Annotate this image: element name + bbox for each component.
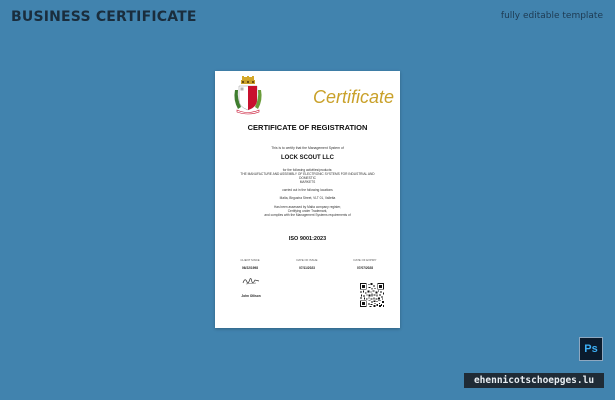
page-title: BUSINESS CERTIFICATE xyxy=(11,9,197,25)
certificate-heading: CERTIFICATE OF REGISTRATION xyxy=(247,123,368,132)
assessment-line: Certifying under Trademark, xyxy=(287,209,328,213)
date-of-expiry xyxy=(340,258,390,270)
signer-name: John Ollison xyxy=(241,294,261,298)
scope-line: THE MANUFACTURE AND ASSEMBLY OF ELECTRONIC SYSTEMS FOR INDUSTRIAL AND xyxy=(240,172,375,176)
page-subtitle: fully editable template xyxy=(500,11,603,21)
date-value: 07/11/2023 xyxy=(299,266,315,270)
date-label: DATE OF EXPIRY xyxy=(353,258,377,262)
date-client-since xyxy=(225,258,275,270)
malta-coat-of-arms-icon xyxy=(232,76,264,116)
dates-row xyxy=(225,258,390,272)
photoshop-icon: Ps xyxy=(579,337,603,361)
date-label: CLIENT SINCE xyxy=(240,258,260,262)
date-of-issue xyxy=(282,258,332,270)
watermark-label: ehennicotschoepges.lu xyxy=(464,373,604,388)
assessment-line: Has been assessed by Malta company register, xyxy=(274,205,341,209)
qr-code-icon xyxy=(360,283,384,307)
certificate-brand-word: Certificate xyxy=(312,87,394,107)
assessment-text xyxy=(215,205,400,217)
scope-line: DOMESTIC xyxy=(299,176,316,180)
date-value: 07/07/2028 xyxy=(357,266,373,270)
certificate-intro: This is to certify that the Management System of xyxy=(271,146,344,150)
company-name: LOCK SCOUT LLC xyxy=(281,155,334,161)
scope-text xyxy=(233,168,382,184)
scope-line: MARKETS xyxy=(299,180,316,184)
location-line: carried out in the following locations xyxy=(282,188,333,192)
iso-standard: ISO 9001:2023 xyxy=(288,236,327,242)
date-value: 06/22/1998 xyxy=(242,266,258,270)
scope-line: for the following activities/products: xyxy=(282,168,333,172)
address-line: Malta, Birgustra Street, VLT 01, Valletta xyxy=(279,196,336,200)
assessment-line: and complies with the Management Systems requirements of xyxy=(264,213,351,217)
signature-icon xyxy=(242,276,260,286)
date-label: DATE OF ISSUE xyxy=(296,258,318,262)
certificate-document xyxy=(215,71,400,328)
